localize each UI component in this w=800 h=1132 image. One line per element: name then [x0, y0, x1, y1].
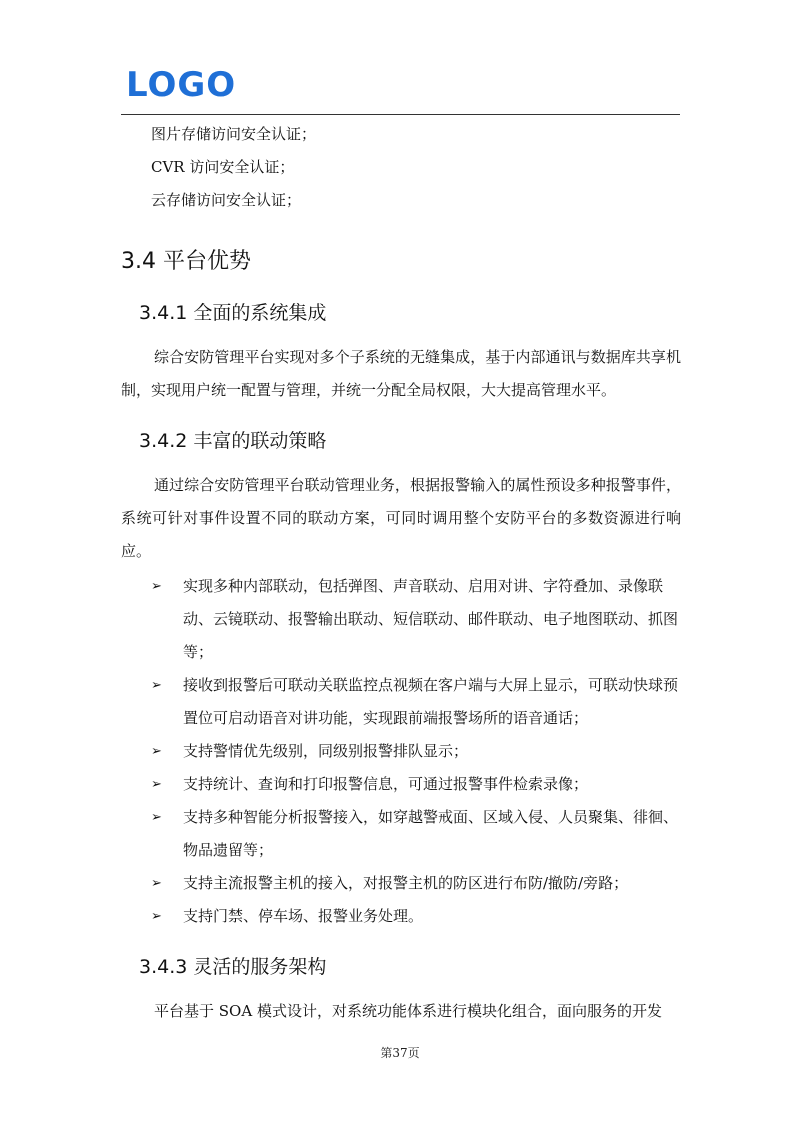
list-item: [121, 900, 681, 933]
list-item: [121, 801, 681, 867]
auth-line-1: 图片存储访问安全认证；: [151, 125, 317, 143]
arrow-bullet-icon: ➢: [151, 810, 162, 825]
list-item: [121, 768, 681, 801]
logo: LOGO: [126, 65, 237, 105]
paragraph-architecture: 平台基于 SOA 模式设计，对系统功能体系进行模块化组合，面向服务的开发: [154, 1002, 662, 1020]
paragraph-linkage: 通过综合安防管理平台联动管理业务，根据报警输入的属性预设多种报警事件，系统可针对事件设置不同的联动方案，可同时调用整个安防平台的多数资源进行响应。: [121, 476, 681, 560]
document-body: [121, 118, 681, 1028]
auth-line-3: 云存储访问安全认证；: [151, 191, 302, 209]
subsection-heading-2: 3.4.2 丰富的联动策略: [139, 430, 327, 452]
linkage-feature-list: [121, 570, 681, 933]
list-item: [121, 669, 681, 735]
page-number: 第37页: [380, 1046, 420, 1060]
arrow-bullet-icon: ➢: [151, 678, 162, 693]
auth-line-2: CVR 访问安全认证；: [151, 158, 295, 176]
list-item-text: 接收到报警后可联动关联监控点视频在客户端与大屏上显示，可联动快球预置位可启动语音对讲功能，实现跟前端报警场所的语音通话；: [183, 676, 679, 727]
list-item-text: 实现多种内部联动，包括弹图、声音联动、启用对讲、字符叠加、录像联动、云镜联动、报警输出联动、短信联动、邮件联动、电子地图联动、抓图等；: [183, 577, 679, 661]
list-item-text: 支持主流报警主机的接入，对报警主机的防区进行布防/撤防/旁路；: [183, 874, 629, 892]
list-item: [121, 735, 681, 768]
list-item-text: 支持警情优先级别，同级别报警排队显示；: [183, 742, 469, 760]
list-item-text: 支持多种智能分析报警接入，如穿越警戒面、区域入侵、人员聚集、徘徊、物品遗留等；: [183, 808, 679, 859]
arrow-bullet-icon: ➢: [151, 579, 162, 594]
arrow-bullet-icon: ➢: [151, 909, 162, 924]
list-item-text: 支持统计、查询和打印报警信息，可通过报警事件检索录像；: [183, 775, 589, 793]
arrow-bullet-icon: ➢: [151, 876, 162, 891]
paragraph-integration: 综合安防管理平台实现对多个子系统的无缝集成，基于内部通讯与数据库共享机制，实现用户统一配置与管理，并统一分配全局权限，大大提高管理水平。: [121, 348, 681, 399]
list-item: [121, 570, 681, 669]
list-item: [121, 867, 681, 900]
arrow-bullet-icon: ➢: [151, 744, 162, 759]
arrow-bullet-icon: ➢: [151, 777, 162, 792]
subsection-heading-1: 3.4.1 全面的系统集成: [139, 302, 327, 324]
section-heading: 3.4 平台优势: [121, 249, 251, 274]
header-divider: [121, 114, 680, 115]
subsection-heading-3: 3.4.3 灵活的服务架构: [139, 956, 327, 978]
list-item-text: 支持门禁、停车场、报警业务处理。: [183, 907, 424, 925]
